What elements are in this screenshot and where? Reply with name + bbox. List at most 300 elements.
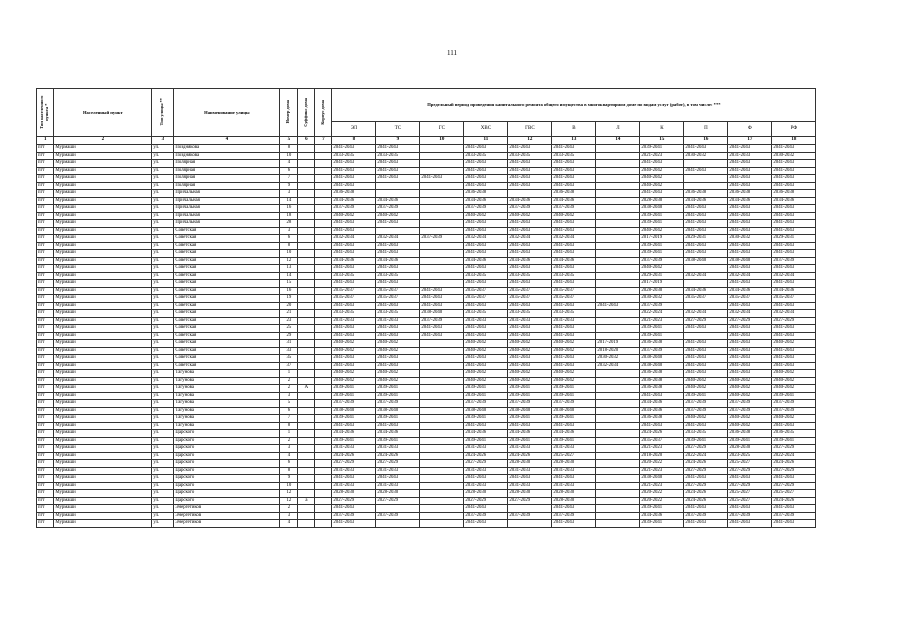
table-cell: ул. bbox=[152, 295, 174, 303]
column-number: 1 bbox=[37, 137, 54, 145]
table-cell bbox=[315, 400, 332, 408]
table-cell: 2037-2039 bbox=[332, 400, 376, 408]
table-cell: пгт bbox=[37, 452, 54, 460]
table-cell: 8 bbox=[280, 467, 298, 475]
table-cell: 2041-2043 bbox=[684, 242, 728, 250]
table-cell: 2031-2033 bbox=[552, 482, 596, 490]
table-cell: 2034-2036 bbox=[464, 257, 508, 265]
table-cell: 2041-2043 bbox=[420, 287, 464, 295]
table-row bbox=[37, 175, 816, 183]
table-cell bbox=[298, 250, 315, 258]
table-cell: ул. bbox=[152, 227, 174, 235]
table-row bbox=[37, 152, 816, 160]
table-cell: Мурмаши bbox=[54, 377, 152, 385]
table-cell: 2041-2043 bbox=[772, 167, 816, 175]
table-cell: пгт bbox=[37, 175, 54, 183]
table-cell: 2037-2039 bbox=[332, 512, 376, 520]
column-number: 15 bbox=[640, 137, 684, 145]
table-cell: 2032-2034 bbox=[684, 272, 728, 280]
table-cell: 35 bbox=[280, 355, 298, 363]
table-cell: ул. bbox=[152, 370, 174, 378]
table-cell bbox=[420, 197, 464, 205]
table-cell: 2041-2043 bbox=[464, 422, 508, 430]
table-cell: 2041-2043 bbox=[508, 220, 552, 228]
table-cell: 2039-2041 bbox=[640, 332, 684, 340]
table-cell: Мурмаши bbox=[54, 227, 152, 235]
table-cell bbox=[420, 482, 464, 490]
table-cell: 2041-2043 bbox=[464, 145, 508, 153]
table-cell: 2041-2043 bbox=[772, 302, 816, 310]
table-cell: 2039-2041 bbox=[464, 415, 508, 423]
table-cell: 2041-2043 bbox=[332, 242, 376, 250]
table-cell bbox=[596, 505, 640, 513]
table-cell: пгт bbox=[37, 197, 54, 205]
table-cell: пгт bbox=[37, 287, 54, 295]
table-cell: Мурмаши bbox=[54, 205, 152, 213]
table-cell: 2034-2036 bbox=[552, 257, 596, 265]
table-cell: Мурмаши bbox=[54, 175, 152, 183]
table-cell: 2041-2043 bbox=[552, 475, 596, 483]
table-cell: 2038-2040 bbox=[640, 355, 684, 363]
table-cell: 8 bbox=[280, 422, 298, 430]
table-cell: 2041-2043 bbox=[772, 280, 816, 288]
table-cell bbox=[315, 362, 332, 370]
table-cell bbox=[298, 280, 315, 288]
table-cell: Мурмаши bbox=[54, 362, 152, 370]
table-cell: 2039-2041 bbox=[552, 385, 596, 393]
table-cell: 2027-2029 bbox=[772, 482, 816, 490]
table-cell: 12 bbox=[280, 490, 298, 498]
table-cell: Полярная bbox=[174, 182, 280, 190]
table-cell bbox=[315, 280, 332, 288]
table-cell bbox=[596, 145, 640, 153]
table-cell: 2041-2043 bbox=[420, 332, 464, 340]
table-cell: 2039-2041 bbox=[640, 220, 684, 228]
table-cell: 2041-2043 bbox=[508, 422, 552, 430]
table-row bbox=[37, 445, 816, 453]
table-cell: 2041-2043 bbox=[684, 370, 728, 378]
table-cell: 2032-2034 bbox=[464, 235, 508, 243]
table-cell: пгт bbox=[37, 497, 54, 505]
table-cell: 2027-2029 bbox=[684, 317, 728, 325]
table-cell: 2041-2043 bbox=[464, 362, 508, 370]
table-cell: 2039-2041 bbox=[332, 415, 376, 423]
table-cell: 2041-2043 bbox=[376, 145, 420, 153]
table-cell: 7 bbox=[280, 175, 298, 183]
table-cell: 2021-2023 bbox=[640, 152, 684, 160]
table-cell: 2040-2042 bbox=[552, 212, 596, 220]
table-cell: 2041-2043 bbox=[508, 355, 552, 363]
table-cell: 2033-2035 bbox=[508, 310, 552, 318]
table-cell bbox=[684, 160, 728, 168]
table-cell: 2041-2043 bbox=[332, 505, 376, 513]
table-cell: 2040-2042 bbox=[376, 370, 420, 378]
table-cell: 2028-2030 bbox=[376, 490, 420, 498]
table-cell: 2041-2043 bbox=[596, 302, 640, 310]
table-cell: 2041-2043 bbox=[728, 347, 772, 355]
table-cell: 3 bbox=[280, 190, 298, 198]
table-cell bbox=[420, 422, 464, 430]
table-cell: 2034-2036 bbox=[376, 197, 420, 205]
table-cell: Мурмаши bbox=[54, 250, 152, 258]
table-cell: пгт bbox=[37, 145, 54, 153]
table-cell: 2024-2026 bbox=[508, 452, 552, 460]
table-cell: 2041-2043 bbox=[464, 355, 508, 363]
table-cell: 2032-2034 bbox=[508, 235, 552, 243]
header-service: РФ bbox=[772, 122, 816, 137]
table-cell bbox=[298, 392, 315, 400]
table-cell: ул. bbox=[152, 392, 174, 400]
table-cell: 2041-2043 bbox=[552, 362, 596, 370]
table-cell: 5 bbox=[280, 400, 298, 408]
table-cell: 2041-2043 bbox=[332, 265, 376, 273]
table-cell bbox=[596, 227, 640, 235]
table-cell bbox=[420, 385, 464, 393]
table-cell: 2041-2043 bbox=[464, 520, 508, 528]
table-cell: 2017-2019 bbox=[640, 235, 684, 243]
table-cell bbox=[508, 505, 552, 513]
table-cell: 2040-2042 bbox=[728, 392, 772, 400]
table-cell: Причальная bbox=[174, 205, 280, 213]
table-cell: 2041-2043 bbox=[376, 362, 420, 370]
column-number: 7 bbox=[315, 137, 332, 145]
table-cell: пгт bbox=[37, 482, 54, 490]
table-cell: Советская bbox=[174, 317, 280, 325]
table-cell: Мурмаши bbox=[54, 220, 152, 228]
table-cell: 2034-2036 bbox=[640, 512, 684, 520]
table-cell bbox=[298, 152, 315, 160]
table-cell: 2039-2041 bbox=[332, 385, 376, 393]
table-cell: 2031-2033 bbox=[332, 317, 376, 325]
table-cell: 2040-2042 bbox=[376, 212, 420, 220]
table-cell: Советская bbox=[174, 362, 280, 370]
table-cell: 2027-2029 bbox=[464, 497, 508, 505]
table-cell: 2041-2043 bbox=[332, 520, 376, 528]
table-cell: А bbox=[298, 385, 315, 393]
table-cell: 2039-2041 bbox=[376, 392, 420, 400]
table-cell: 2039-2041 bbox=[640, 325, 684, 333]
table-cell: 2041-2043 bbox=[772, 265, 816, 273]
table-cell: Мурмаши bbox=[54, 460, 152, 468]
table-cell: 2039-2041 bbox=[640, 212, 684, 220]
column-number: 18 bbox=[772, 137, 816, 145]
table-row bbox=[37, 272, 816, 280]
table-cell bbox=[315, 377, 332, 385]
table-cell bbox=[596, 242, 640, 250]
table-row bbox=[37, 452, 816, 460]
table-cell: 13 bbox=[280, 265, 298, 273]
table-cell: 2041-2043 bbox=[332, 280, 376, 288]
table-cell: 2041-2043 bbox=[772, 220, 816, 228]
table-cell: Тагунова bbox=[174, 407, 280, 415]
table-cell: Царского bbox=[174, 430, 280, 438]
table-cell: 2041-2043 bbox=[464, 242, 508, 250]
table-cell: Советская bbox=[174, 280, 280, 288]
table-cell: Причальная bbox=[174, 197, 280, 205]
table-cell: пгт bbox=[37, 332, 54, 340]
table-cell: 2036-2038 bbox=[640, 415, 684, 423]
table-cell: ул. bbox=[152, 520, 174, 528]
table-cell: 2040-2042 bbox=[376, 340, 420, 348]
table-cell: 2031-2033 bbox=[332, 482, 376, 490]
table-row bbox=[37, 355, 816, 363]
table-cell: 2037-2039 bbox=[376, 512, 420, 520]
table-cell bbox=[596, 520, 640, 528]
table-cell: 2041-2043 bbox=[728, 242, 772, 250]
table-cell: 2041-2043 bbox=[552, 505, 596, 513]
table-cell: 2031-2033 bbox=[464, 317, 508, 325]
table-cell: 2027-2029 bbox=[332, 460, 376, 468]
table-cell: 2039-2041 bbox=[640, 242, 684, 250]
table-cell: 2038-2040 bbox=[376, 407, 420, 415]
table-cell: пгт bbox=[37, 227, 54, 235]
table-cell: ул. bbox=[152, 437, 174, 445]
table-cell: ул. bbox=[152, 250, 174, 258]
table-cell: 2040-2042 bbox=[332, 212, 376, 220]
table-cell bbox=[420, 145, 464, 153]
table-cell: Царского bbox=[174, 460, 280, 468]
table-cell bbox=[376, 182, 420, 190]
table-cell: 3 bbox=[280, 512, 298, 520]
table-row bbox=[37, 347, 816, 355]
table-cell: 2031-2033 bbox=[508, 482, 552, 490]
table-cell: 20 bbox=[280, 302, 298, 310]
table-row bbox=[37, 407, 816, 415]
table-cell: 2038-2040 bbox=[332, 407, 376, 415]
table-cell: 2034-2036 bbox=[508, 430, 552, 438]
table-cell: 2038-2040 bbox=[684, 257, 728, 265]
table-cell: 2040-2042 bbox=[508, 340, 552, 348]
table-cell: 2041-2043 bbox=[420, 302, 464, 310]
table-cell: 2040-2042 bbox=[332, 347, 376, 355]
table-cell: 2041-2043 bbox=[332, 220, 376, 228]
table-cell: 2017-2019 bbox=[596, 340, 640, 348]
table-cell bbox=[420, 370, 464, 378]
table-cell: пгт bbox=[37, 362, 54, 370]
table-cell: ул. bbox=[152, 167, 174, 175]
table-cell: 2031-2033 bbox=[508, 467, 552, 475]
header-building: Корпус дома bbox=[315, 89, 332, 137]
table-cell: 2041-2043 bbox=[728, 160, 772, 168]
table-row bbox=[37, 332, 816, 340]
table-cell: 2028-2030 bbox=[332, 490, 376, 498]
table-cell: 2041-2043 bbox=[640, 190, 684, 198]
table-row bbox=[37, 377, 816, 385]
table-cell: 2024-2026 bbox=[376, 452, 420, 460]
table-cell bbox=[315, 437, 332, 445]
table-cell: ул. bbox=[152, 362, 174, 370]
table-cell: Мурмаши bbox=[54, 347, 152, 355]
table-cell: Царского bbox=[174, 445, 280, 453]
table-cell: 2041-2043 bbox=[684, 167, 728, 175]
table-cell: 2032-2034 bbox=[772, 272, 816, 280]
table-cell: пгт bbox=[37, 317, 54, 325]
table-cell: 2040-2042 bbox=[332, 370, 376, 378]
table-cell bbox=[420, 362, 464, 370]
table-cell: 2040-2042 bbox=[728, 422, 772, 430]
header-service: К bbox=[640, 122, 684, 137]
table-cell: Советская bbox=[174, 287, 280, 295]
table-cell: 2041-2043 bbox=[376, 280, 420, 288]
table-cell: пгт bbox=[37, 445, 54, 453]
table-cell: 2036-2038 bbox=[332, 190, 376, 198]
table-cell: 2041-2043 bbox=[464, 167, 508, 175]
table-cell: 2030-2032 bbox=[728, 235, 772, 243]
table-cell: 2041-2043 bbox=[552, 265, 596, 273]
table-cell: 3 bbox=[280, 227, 298, 235]
table-cell: Мурмаши bbox=[54, 182, 152, 190]
table-cell: 2018-2020 bbox=[596, 347, 640, 355]
table-cell: 2036-2038 bbox=[684, 190, 728, 198]
table-cell: 2032-2034 bbox=[332, 235, 376, 243]
table-cell: Мурмаши bbox=[54, 190, 152, 198]
table-cell bbox=[596, 332, 640, 340]
table-cell bbox=[596, 152, 640, 160]
table-cell bbox=[596, 197, 640, 205]
table-cell bbox=[298, 175, 315, 183]
table-cell: пгт bbox=[37, 460, 54, 468]
table-cell bbox=[315, 505, 332, 513]
table-cell bbox=[596, 272, 640, 280]
table-cell: 2037-2039 bbox=[772, 257, 816, 265]
table-cell: 2025-2027 bbox=[772, 490, 816, 498]
table-cell: 2018-2020 bbox=[640, 452, 684, 460]
table-cell: 2037-2039 bbox=[552, 400, 596, 408]
table-cell: 2024-2026 bbox=[332, 452, 376, 460]
table-cell: 2040-2042 bbox=[332, 377, 376, 385]
table-cell: 2020-2022 bbox=[640, 490, 684, 498]
table-cell: 2027-2029 bbox=[464, 460, 508, 468]
table-cell: 2035-2037 bbox=[728, 295, 772, 303]
table-cell: 4 bbox=[280, 452, 298, 460]
table-cell: 2038-2040 bbox=[640, 205, 684, 213]
column-number: 4 bbox=[174, 137, 280, 145]
table-cell: 2035-2037 bbox=[684, 295, 728, 303]
table-cell: 2041-2043 bbox=[728, 167, 772, 175]
table-cell: 2028-2030 bbox=[464, 490, 508, 498]
table-cell bbox=[420, 392, 464, 400]
table-cell: 2041-2043 bbox=[728, 370, 772, 378]
table-cell: 2041-2043 bbox=[508, 227, 552, 235]
table-cell: 2037-2039 bbox=[552, 205, 596, 213]
table-cell: 2034-2036 bbox=[684, 287, 728, 295]
table-cell bbox=[420, 512, 464, 520]
table-cell: 2037-2039 bbox=[508, 205, 552, 213]
table-cell: Мурмаши bbox=[54, 272, 152, 280]
table-cell: ул. bbox=[152, 242, 174, 250]
table-cell: Мурмаши bbox=[54, 407, 152, 415]
table-cell: 2039-2041 bbox=[508, 392, 552, 400]
table-cell: 2037-2039 bbox=[332, 205, 376, 213]
table-cell bbox=[420, 497, 464, 505]
table-cell: 2031-2033 bbox=[552, 317, 596, 325]
table-cell bbox=[315, 235, 332, 243]
table-row bbox=[37, 182, 816, 190]
table-cell: 2037-2039 bbox=[772, 400, 816, 408]
table-row bbox=[37, 392, 816, 400]
table-cell: 2037-2039 bbox=[420, 235, 464, 243]
table-cell bbox=[596, 280, 640, 288]
table-cell: 2028-2030 bbox=[508, 490, 552, 498]
table-cell: Мурмаши bbox=[54, 422, 152, 430]
table-cell: 2024-2026 bbox=[464, 452, 508, 460]
table-cell: 2041-2043 bbox=[464, 265, 508, 273]
table-cell: пгт bbox=[37, 212, 54, 220]
table-cell bbox=[420, 167, 464, 175]
table-cell bbox=[298, 325, 315, 333]
table-cell: 2041-2043 bbox=[552, 520, 596, 528]
table-cell bbox=[315, 212, 332, 220]
table-cell: 2040-2042 bbox=[772, 370, 816, 378]
header-settlement: Населенный пункт bbox=[54, 89, 152, 137]
table-row bbox=[37, 197, 816, 205]
table-cell: 2040-2042 bbox=[508, 347, 552, 355]
table-cell: Полярная bbox=[174, 175, 280, 183]
table-cell bbox=[420, 205, 464, 213]
table-cell: 6 bbox=[280, 167, 298, 175]
table-cell: 2031-2033 bbox=[728, 152, 772, 160]
table-row bbox=[37, 430, 816, 438]
table-cell: Советская bbox=[174, 257, 280, 265]
table-cell bbox=[596, 415, 640, 423]
header-service: Л bbox=[596, 122, 640, 137]
table-cell bbox=[420, 182, 464, 190]
table-cell bbox=[298, 437, 315, 445]
table-cell: 2040-2042 bbox=[684, 377, 728, 385]
table-cell: пгт bbox=[37, 490, 54, 498]
table-cell: ул. bbox=[152, 310, 174, 318]
table-cell: 2027-2029 bbox=[772, 467, 816, 475]
table-cell: Мурмаши bbox=[54, 257, 152, 265]
table-cell: 2041-2043 bbox=[508, 265, 552, 273]
table-cell: 2034-2036 bbox=[332, 257, 376, 265]
table-cell: 2034-2036 bbox=[772, 287, 816, 295]
table-cell: 2022-2024 bbox=[640, 310, 684, 318]
table-cell: 2040-2042 bbox=[684, 385, 728, 393]
table-cell bbox=[376, 227, 420, 235]
table-cell: 6 bbox=[280, 235, 298, 243]
page-number: 111 bbox=[447, 49, 457, 57]
table-cell bbox=[315, 197, 332, 205]
table-cell: 2027-2029 bbox=[684, 445, 728, 453]
table-cell: 15 bbox=[280, 280, 298, 288]
table-cell: 2039-2041 bbox=[464, 392, 508, 400]
table-cell bbox=[298, 205, 315, 213]
table-cell bbox=[315, 325, 332, 333]
table-cell: 10 bbox=[280, 250, 298, 258]
table-cell: 2035-2037 bbox=[552, 287, 596, 295]
table-cell: ул. bbox=[152, 505, 174, 513]
table-cell: ул. bbox=[152, 212, 174, 220]
table-cell: ул. bbox=[152, 460, 174, 468]
table-cell: Мурмаши bbox=[54, 167, 152, 175]
table-cell: 2040-2042 bbox=[640, 182, 684, 190]
table-cell: 10 bbox=[280, 482, 298, 490]
table-cell: 2034-2036 bbox=[508, 197, 552, 205]
table-cell: 2041-2043 bbox=[552, 160, 596, 168]
table-cell: 2039-2041 bbox=[640, 520, 684, 528]
table-cell: пгт bbox=[37, 295, 54, 303]
table-cell bbox=[298, 182, 315, 190]
table-cell: 2041-2043 bbox=[552, 280, 596, 288]
table-cell bbox=[315, 347, 332, 355]
table-cell: 2041-2043 bbox=[332, 182, 376, 190]
table-cell bbox=[596, 325, 640, 333]
table-cell bbox=[315, 445, 332, 453]
table-cell: 2041-2043 bbox=[464, 220, 508, 228]
table-cell: пгт bbox=[37, 347, 54, 355]
table-cell: 2024-2026 bbox=[684, 460, 728, 468]
